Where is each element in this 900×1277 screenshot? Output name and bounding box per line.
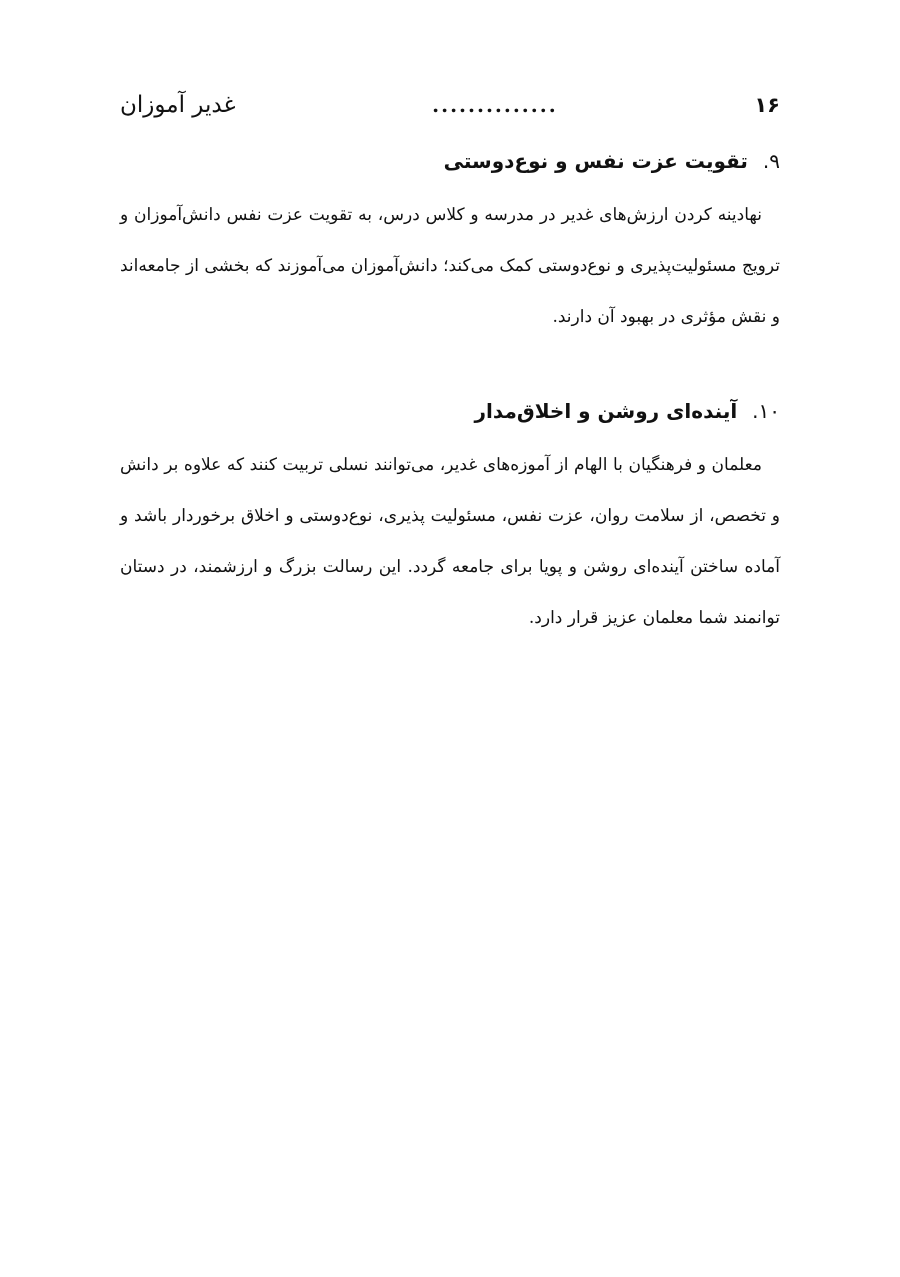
header-dot-leader: ..............: [432, 93, 558, 117]
section-number: ۱۰.: [752, 399, 780, 423]
section-heading: [120, 392, 780, 430]
running-header: [120, 88, 780, 122]
section-heading: [120, 142, 780, 180]
book-title: غدیر آموزان: [120, 92, 236, 118]
section-paragraph: معلمان و فرهنگیان با الهام از آموزه‌های غدیر، می‌توانند نسلی تربیت کنند که علاوه بر دانش و تخصص، از سلامت روان، عزت نفس، مسئولیت پذیری، نوع‌دوستی و اخلاق برخوردار باشد و آماده ساختن آینده‌ای روشن و پویا برای جامعه گردد. این رسالت بزرگ و ارزشمند، در دستان توانمند شما معلمان عزیز قرار دارد.: [120, 455, 780, 628]
section-bright-future: [120, 392, 780, 644]
section-number: ۹.: [762, 149, 780, 173]
section-title: تقویت عزت نفس و نوع‌دوستی: [443, 149, 748, 173]
section-paragraph: نهادینه کردن ارزش‌های غدیر در مدرسه و کلاس درس، به تقویت عزت نفس دانش‌آموزان و ترویج مسئولیت‌پذیری و نوع‌دوستی کمک می‌کند؛ دانش‌آموزان می‌آموزند که بخشی از جامعه‌اند و نقش مؤثری در بهبود آن دارند.: [120, 205, 780, 327]
section-title: آینده‌ای روشن و اخلاق‌مدار: [474, 399, 738, 423]
section-self-esteem: [120, 142, 780, 343]
page-number: ۱۶: [754, 93, 780, 117]
